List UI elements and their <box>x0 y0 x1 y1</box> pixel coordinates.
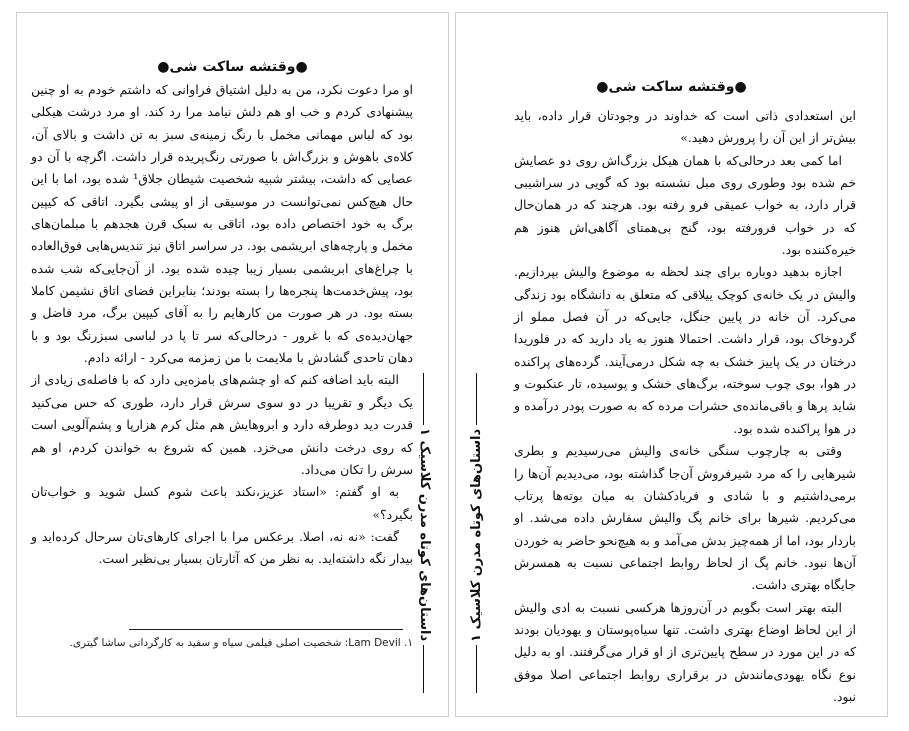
running-head: ●وقتشه ساکت شی● <box>596 79 747 95</box>
spine-marker <box>466 373 488 693</box>
paragraph: البته بهتر است بگویم در آن‌روزها هرکسی نسبت به ادی والیش از این لحاظ اوضاع بهتری داشت. تنها سیاه‌پوستان و یهودیان بودند که در این مورد در سطح پایین‌تری از او قرار می‌گرفتند. او به دلیل نوع نگاه یهودی‌مانندش در برقراری روابط اجتماعی اصلا موفق نبود. <box>514 599 856 704</box>
right-page-body <box>514 105 856 708</box>
left-page <box>16 12 449 717</box>
paragraph: این استعدادی ذاتی است که خداوند در وجودتان قرار داده، باید بیش‌تر از این آن را پرورش دهید.» <box>514 108 856 146</box>
paragraph: به او گفتم: «استاد عزیز،نکند باعث شوم کسل شوید و خواب‌تان بگیرد؟» <box>31 484 413 522</box>
footnote: ۱. Lam Devil: شخصیت اصلی فیلمی سیاه و سفید به کارگردانی ساشا گیتری. <box>69 637 413 649</box>
spine-title: داستان‌های کوتاه مدرن کلاسیک ۱ <box>413 425 435 645</box>
left-page-body <box>31 79 413 571</box>
footnote-rule <box>129 629 403 630</box>
paragraph: وقتی به چارچوب سنگی خانه‌ی والیش می‌رسیدیم و بطری شیرهایی را که مرد شیرفروش آن‌جا گذاشته بود، می‌دیدیم آن‌ها را برمی‌داشتیم و با شادی و فریادکشان به میان بوته‌ها پرتاب می‌کردیم. شیرها برای خانم پگ والیش سفارش داده می‌شد. او باردار بود، اما از همه‌چیز بدش می‌آمد و به هیچ‌نحو حاضر به خوردن آن‌ها نبود. خانم پگ از لحاظ روابط اجتماعی نسبت به همسرش جایگاه بهتری داشت. <box>514 443 856 593</box>
spine-title: داستان‌های کوتاه مدرن کلاسیک ۱ <box>466 425 488 645</box>
paragraph: اما کمی بعد درحالی‌که با همان هیکل بزرگ‌اش روی دو عصایش خم شده بود وطوری روی مبل نشسته بود که گویی در سراشیبی قرار دارد، به خواب عمیقی فرو رفته بود. هرچند که در همان‌حال که در خواب فرورفته بود، گنج بی‌همتای آگاهی‌اش هنوز هم خیره‌کننده بود. <box>514 152 856 258</box>
running-head: ●وقتشه ساکت شی● <box>157 59 308 75</box>
right-page <box>455 12 888 717</box>
paragraph: گفت: «نه نه، اصلا. برعکس مرا با اجرای کارهای‌تان سرحال کرده‌اید و بیدار نگه داشته‌اید. به نظر من که آثارتان بسیار بی‌نظیر است. <box>31 528 413 567</box>
paragraph: البته باید اضافه کنم که او چشم‌های بامزه‌یی دارد که با فاصله‌ی زیادی از یک دیگر و تقریبا در دو سوی سرش قرار دارد، طوری که حس می‌کنید قدرت دید دوطرفه دارد و ابروهایش هم مثل کرم هزارپا و پشم‌آلویی است که روی درخت دانش می‌خزد. همین که شروع به خواندن کردم، او هم سرش را تکان می‌داد. <box>31 372 413 477</box>
spine-marker <box>413 373 435 693</box>
paragraph: او مرا دعوت نکرد، من به دلیل اشتیاق فراوانی که داشتم خودم به او چنین پیشنهادی کردم و خب او هم دلش نیامد مرا رد کند. او مرد درشت هیکلی بود که لباس مهمانی مخمل با رنگ زمینه‌ی سبز به تن داشت و بالای آن، کلاه‌ی باهوش و بزرگ‌اش با صورتی رنگ‌پریده قرار داشت. اگرچه با آن دو عصایی که داشت، بیشتر شبیه شخصیت شیطان جلاق¹ شده بود، اما با این حال هیچ‌کس نمی‌توانست در موسیقی از او پیشی بگیرد. اتاقی که کیپین برگ به خود اختصاص داده بود، اتاقی به سبک قرن هجدهم با مبلمان‌های مخمل و پارچه‌های ابریشمی بود. در سراسر اتاق نیز تندیس‌هایی فوق‌العاده با چراغ‌های ابریشمی بسیار زیبا چیده شده بود. از آن‌جایی‌که شب شده بود، پیش‌خدمت‌ها پنجره‌ها را بسته بودند؛ بنابراین فضای اتاق نشیمن کاملا بسته بود. در هر صورت من کارهایم را به آقای کیپین برگ، مرد فاضل و جهان‌دیده‌ی که با غرور - درحالی‌که سر تا پا در لباسی سبزرنگ بود و با دهان تاحدی گشادش با ملایمت با من زمزمه می‌کرد - ارائه دادم. <box>31 82 413 366</box>
paragraph: اجازه بدهید دوباره برای چند لحظه به موضوع والیش بپردازیم. والیش در یک خانه‌ی کوچک ییلاقی که متعلق به دانشگاه بود زندگی می‌کرد. آن خانه در پایین جنگل، جایی‌که در آن فصل مملو از گردوخاک بود، قرار داشت. احتمالا هنوز به یاد دارید که در فلوریدا درختان در یک پاییز خشک به چه شکل درمی‌آیند. گرده‌های پراکنده در هوا، بوی چوب سوخته، برگ‌های خشک و پوسیده، تار عنکبوت و شاید پرها و باقی‌مانده‌ی حشرات مرده که به صورت پودر درآمده و در هوا پراکنده شده بود. <box>514 264 856 436</box>
